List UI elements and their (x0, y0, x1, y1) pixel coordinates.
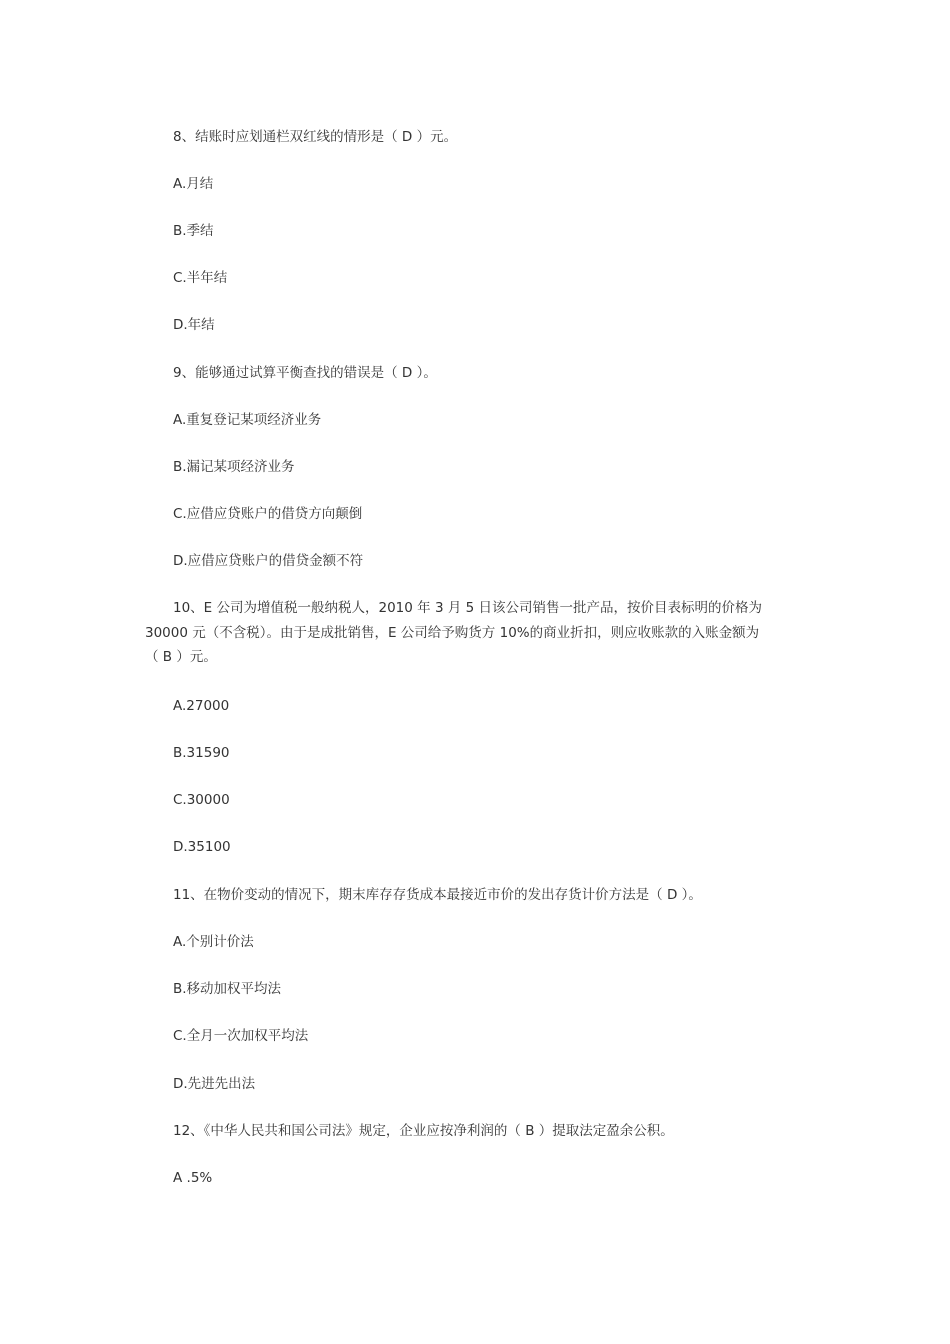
question-9-option-c: C.应借应贷账户的借贷方向颠倒 (173, 506, 363, 522)
question-11-option-d: D.先进先出法 (173, 1076, 256, 1092)
question-10-stem-line-1: 10、E 公司为增值税一般纳税人，2010 年 3 月 5 日该公司销售一批产品，按价目表标明的价格为 (173, 600, 762, 616)
question-8-stem: 8、结账时应划通栏双红线的情形是（ D ）元。 (173, 129, 458, 145)
question-9-stem: 9、能够通过试算平衡查找的错误是（ D ）。 (173, 365, 437, 381)
question-9-option-b: B.漏记某项经济业务 (173, 459, 295, 475)
question-10-option-a: A.27000 (173, 698, 230, 714)
question-11-stem: 11、在物价变动的情况下，期末库存存货成本最接近市价的发出存货计价方法是（ D ）。 (173, 887, 702, 903)
question-9-option-a: A.重复登记某项经济业务 (173, 412, 322, 428)
question-9-option-d: D.应借应贷账户的借贷金额不符 (173, 553, 364, 569)
question-10-option-c: C.30000 (173, 792, 230, 808)
question-12-stem: 12、《中华人民共和国公司法》规定，企业应按净利润的（ B ）提取法定盈余公积。 (173, 1123, 674, 1139)
question-10-option-b: B.31590 (173, 745, 230, 761)
question-10-stem-line-3: （ B ）元。 (145, 649, 217, 665)
question-11-option-b: B.移动加权平均法 (173, 981, 282, 997)
question-11-option-a: A.个别计价法 (173, 934, 254, 950)
question-8-option-a: A.月结 (173, 176, 214, 192)
question-10-stem (145, 596, 805, 670)
question-10-option-d: D.35100 (173, 839, 231, 855)
question-10-stem-line-2: 30000 元（不含税）。由于是成批销售，E 公司给予购货方 10%的商业折扣，则应收账款的入账金额为 (145, 624, 760, 641)
question-8-option-d: D.年结 (173, 317, 215, 333)
question-11-option-c: C.全月一次加权平均法 (173, 1028, 309, 1044)
question-8-option-c: C.半年结 (173, 270, 228, 286)
question-12-option-a: A .5% (173, 1170, 213, 1186)
question-8-option-b: B.季结 (173, 223, 214, 239)
